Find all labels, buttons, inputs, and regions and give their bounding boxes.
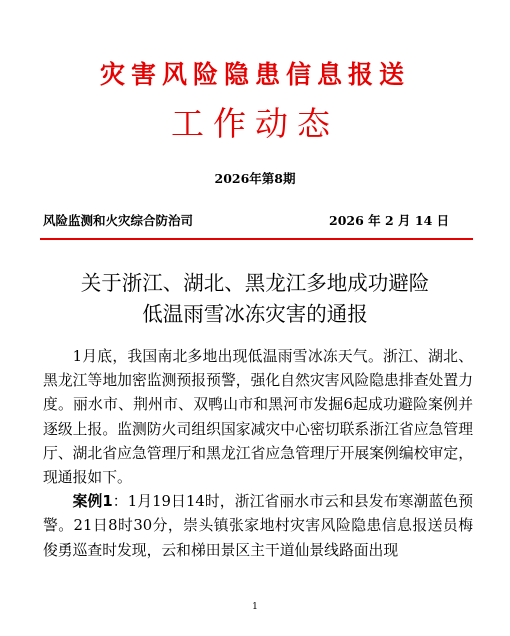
issue-date: 2026 年 2 月 14 日 <box>329 213 450 228</box>
document-title-line-1: 关于浙江、湖北、黑龙江多地成功避险 <box>80 271 430 295</box>
masthead-subtitle: 工作动态 <box>171 104 339 143</box>
case-1-label: 案例1 <box>72 493 113 511</box>
document-title-line-2: 低温雨雪冰冻灾害的通报 <box>142 302 368 326</box>
issue-number: 2026年第8期 <box>214 171 296 186</box>
red-divider-line <box>40 238 473 240</box>
intro-paragraph: 1月底，我国南北多地出现低温雨雪冰冻天气。浙江、湖北、黑龙江等地加密监测预报预警，强化自然灾害风险隐患排查处置力度。丽水市、荆州市、双鸭山市和黑河市发掘6起成功避险案例并逐级上报。监测防火司组织国家减灾中心密切联系浙江省应急管理厅、湖北省应急管理厅和黑龙江省应急管理厅开展案例编校审定，现通报如下。 <box>43 348 473 487</box>
document-title <box>30 268 480 330</box>
case-1-text: ：1月19日14时，浙江省丽水市云和县发布寒潮蓝色预警。21日8时30分，崇头镇张家地村灾害风险隐患信息报送员梅俊勇巡查时发现，云和梯田景区主干道仙景线路面出现 <box>43 493 474 559</box>
case-1-paragraph <box>43 490 473 563</box>
masthead-title: 灾害风险隐患信息报送 <box>99 60 410 89</box>
document-body <box>43 345 473 563</box>
issuer-department: 风险监测和火灾综合防治司 <box>43 213 194 228</box>
page-number: 1 <box>252 602 258 612</box>
